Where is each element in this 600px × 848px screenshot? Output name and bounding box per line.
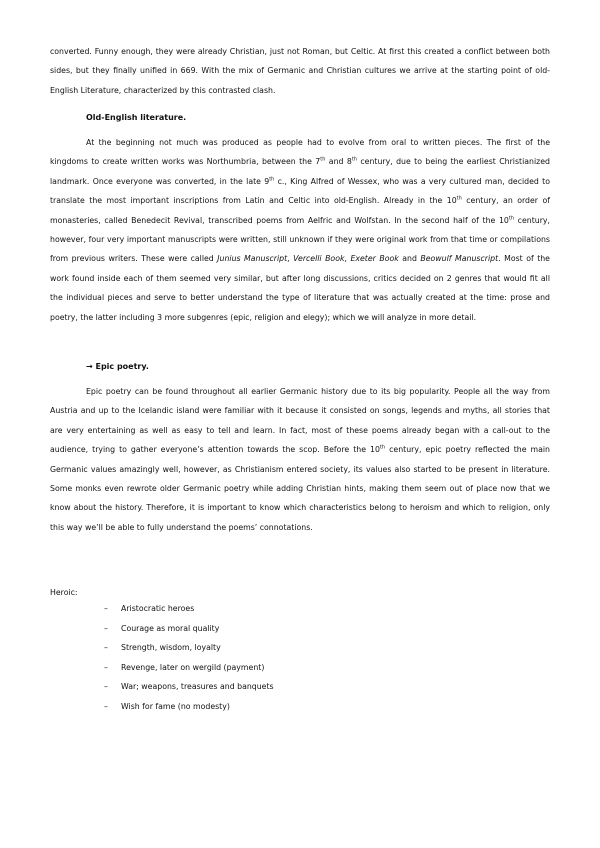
text-segment: and xyxy=(398,254,421,264)
superscript: th xyxy=(508,215,515,222)
list-item-text: Wish for fame (no modesty) xyxy=(121,701,230,711)
list-item-text: Aristocratic heroes xyxy=(121,604,195,613)
manuscript-title: Beowulf Manuscript xyxy=(420,254,499,264)
text-segment: c., King Alfred of Wessex, who was a very cultured man, decided to translate the most important inscriptions from Latin and Celtic into old-English. Already in the 10 xyxy=(50,176,550,206)
manuscript-title: Vercelli Book xyxy=(293,254,345,264)
superscript: th xyxy=(351,156,357,163)
text-segment: century, however, four very important manuscripts were written, still unknown if they were original work from that time or compilations from previous writers. These were called xyxy=(50,215,550,264)
heroic-list xyxy=(104,599,274,716)
list-item-text: Courage as moral quality xyxy=(121,623,220,633)
list-item xyxy=(104,658,274,678)
list-item-text: Revenge, later on wergild (payment) xyxy=(121,662,265,672)
list-item-text: Strength, wisdom, loyalty xyxy=(121,643,221,652)
text-segment: century, due to being the earliest Christianized landmark. Once everyone was converted, in the late 9 xyxy=(50,157,550,186)
dash-bullet: – xyxy=(104,662,108,672)
section-heading-epic-poetry: → Epic poetry. xyxy=(86,362,149,371)
dash-bullet: – xyxy=(104,701,108,711)
text-segment: At the beginning not much was produced as people had to evolve from oral to written pieces. The first of the kingdoms to create written works was Northumbria, between the 7 xyxy=(50,138,550,167)
list-item xyxy=(104,638,274,658)
text-segment: and 8 xyxy=(325,157,352,167)
list-item xyxy=(104,677,274,697)
text-segment: . Most of the work found inside each of them seemed very similar, but after long discussions, critics decided on 2 genres that would fit all the individual pieces and serve to better understand the type of literature that was actually created at the time: prose and poetry, the latter including 3 more subgenres (epic, religion and elegy); which we will analyze in more detail. xyxy=(50,254,550,322)
manuscript-title: Junius Manuscript xyxy=(217,254,288,264)
dash-bullet: – xyxy=(104,604,108,613)
superscript: th xyxy=(320,156,326,163)
heroic-label: Heroic: xyxy=(50,588,78,597)
manuscript-title: Exeter Book xyxy=(350,254,399,264)
text-segment: , xyxy=(344,254,351,264)
superscript: th xyxy=(379,444,386,451)
text-segment: century, epic poetry reflected the main Germanic values amazingly well, however, as Christianism entered society, its values also started to be present in literature. Some monks even rewrote older Germanic poetry while adding Christian hints, making them seem out of place now that we know about the history. Therefore, it is important to know which characteristics belong to heroism and which to religion, only this way we’ll be able to fully understand the poems’ connotations. xyxy=(50,445,550,532)
epic-poetry-paragraph xyxy=(50,382,550,537)
text-segment: , xyxy=(287,254,294,264)
dash-bullet: – xyxy=(104,623,108,633)
dash-bullet: – xyxy=(104,682,108,691)
intro-paragraph: converted. Funny enough, they were already Christian, just not Roman, but Celtic. At first this created a conflict between both sides, but they finally unified in 669. With the mix of Germanic and Christian cultures we arrive at the starting point of old-English Literature, characterized by this contrasted clash. xyxy=(50,47,550,95)
dash-bullet: – xyxy=(104,643,108,652)
text-segment: century, an order of monasteries, called Benedecit Revival, transcribed poems from Aelfric and Wolfstan. In the second half of the 10 xyxy=(50,196,550,225)
text-segment: Epic poetry can be found throughout all earlier Germanic history due to its big popularity. People all the way from Austria and up to the Icelandic island were familiar with it because it consisted on songs, legends and myths, all stories that are very entertaining as well as easy to tell and learn. In fact, most of these poems already began with a call-out to the audience, trying to gather everyone’s attention towards the scop. Before the 10 xyxy=(50,387,550,455)
old-english-paragraph xyxy=(50,133,550,327)
section-heading-old-english: Old-English literature. xyxy=(86,113,187,122)
list-item xyxy=(104,697,274,717)
list-item-text: War; weapons, treasures and banquets xyxy=(121,682,274,691)
superscript: th xyxy=(456,195,462,202)
list-item xyxy=(104,599,274,619)
superscript: th xyxy=(269,176,275,183)
list-item xyxy=(104,619,274,639)
